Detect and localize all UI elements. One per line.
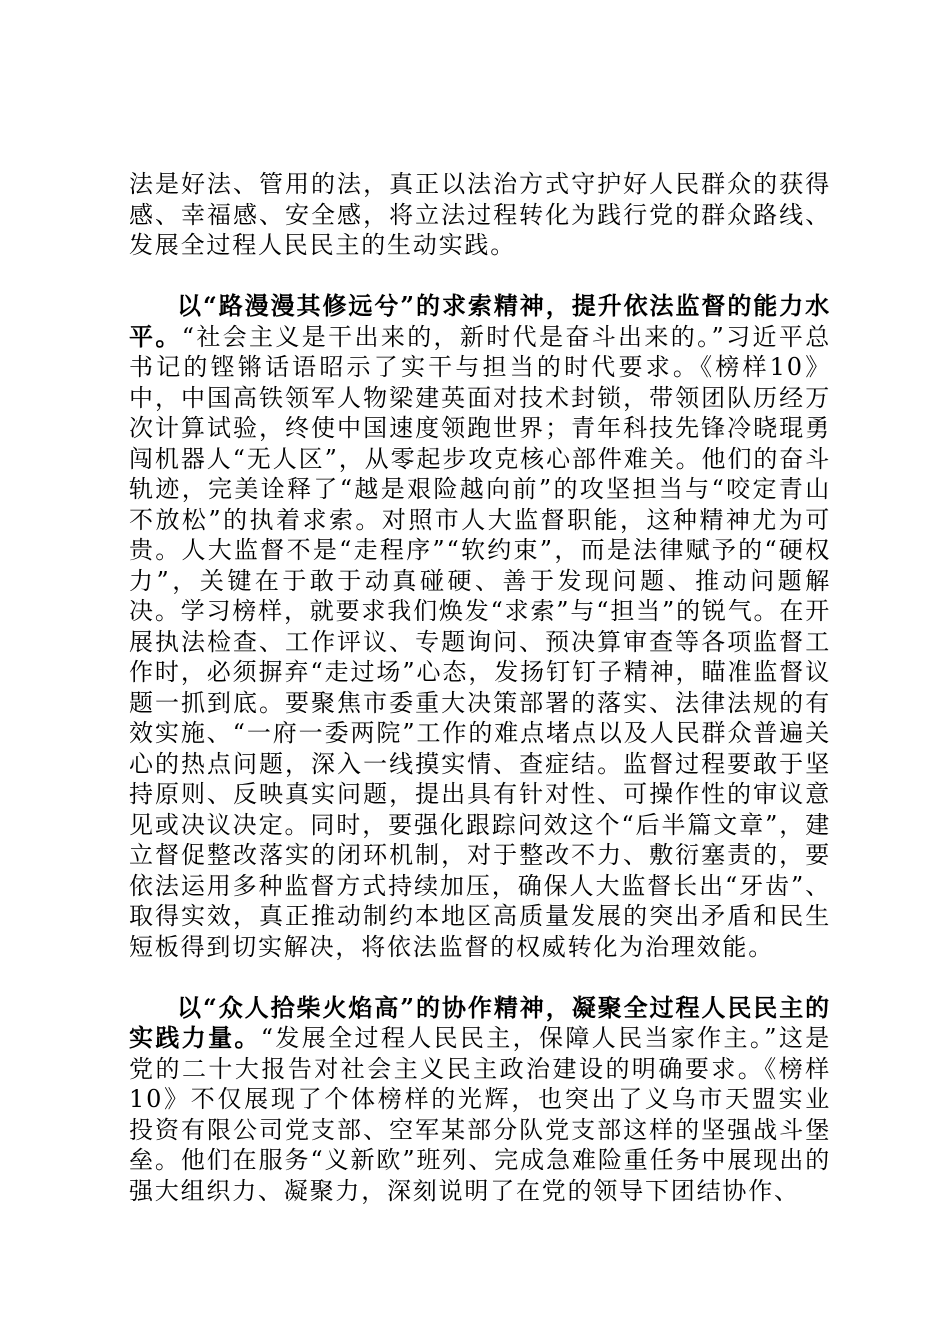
paragraph-1 xyxy=(129,169,831,261)
paragraph-2-body: “社会主义是干出来的，新时代是奋斗出来的。”习近平总书记的铿锵话语昭示了实干与担当的时代要求。《榜样10》中，中国高铁领军人物梁建英面对技术封锁，带领团队历经万次计算试验，终使中国速度领跑世界；青年科技先锋冷晓琨勇闯机器人“无人区”，从零起步攻克核心部件难关。他们的奋斗轨迹，完美诠释了“越是艰险越向前”的攻坚担当与“咬定青山不放松”的执着求索。对照市人大监督职能，这种精神尤为可贵。人大监督不是“走程序”“软约束”，而是法律赋予的“硬权力”，关键在于敢于动真碰硬、善于发现问题、推动问题解决。学习榜样，就要求我们焕发“求索”与“担当”的锐气。在开展执法检查、工作评议、专题询问、预决算审查等各项监督工作时，必须摒弃“走过场”心态，发扬钉钉子精神，瞄准监督议题一抓到底。要聚焦市委重大决策部署的落实、法律法规的有效实施、“一府一委两院”工作的难点堵点以及人民群众普遍关心的热点问题，深入一线摸实情、查症结。监督过程要敢于坚持原则、反映真实问题，提出具有针对性、可操作性的审议意见或决议决定。同时，要强化跟踪问效这个“后半篇文章”，建立督促整改落实的闭环机制，对于整改不力、敷衍塞责的，要依法运用多种监督方式持续加压，确保人大监督长出“牙齿”、取得实效，真正推动制约本地区高质量发展的突出矛盾和民生短板得到切实解决，将依法监督的权威转化为治理效能。 xyxy=(129,322,831,961)
document-page xyxy=(129,169,831,1206)
paragraph-3 xyxy=(129,993,831,1207)
paragraph-3-lead: 以“众人拾柴火焰高”的协作精神，凝聚全过程人民民主的实践力量。 xyxy=(129,992,831,1052)
paragraph-2-lead: 以“路漫漫其修远兮”的求索精神，提升依法监督的能力水平。 xyxy=(129,291,831,351)
paragraph-3-body: “发展全过程人民民主，保障人民当家作主。”这是党的二十大报告对社会主义民主政治建设的明确要求。《榜样10》不仅展现了个体榜样的光辉，也突出了义乌市天盟实业投资有限公司党支部、空军某部分队党支部这样的坚强战斗堡垒。他们在服务“义新欧”班列、完成急难险重任务中展现出的强大组织力、凝聚力，深刻说明了在党的领导下团结协作、 xyxy=(129,1024,832,1205)
paragraph-2 xyxy=(129,291,831,962)
paragraph-1-body: 法是好法、管用的法，真正以法治方式守护好人民群众的获得感、幸福感、安全感，将立法过程转化为践行党的群众路线、发展全过程人民民主的生动实践。 xyxy=(129,170,831,259)
